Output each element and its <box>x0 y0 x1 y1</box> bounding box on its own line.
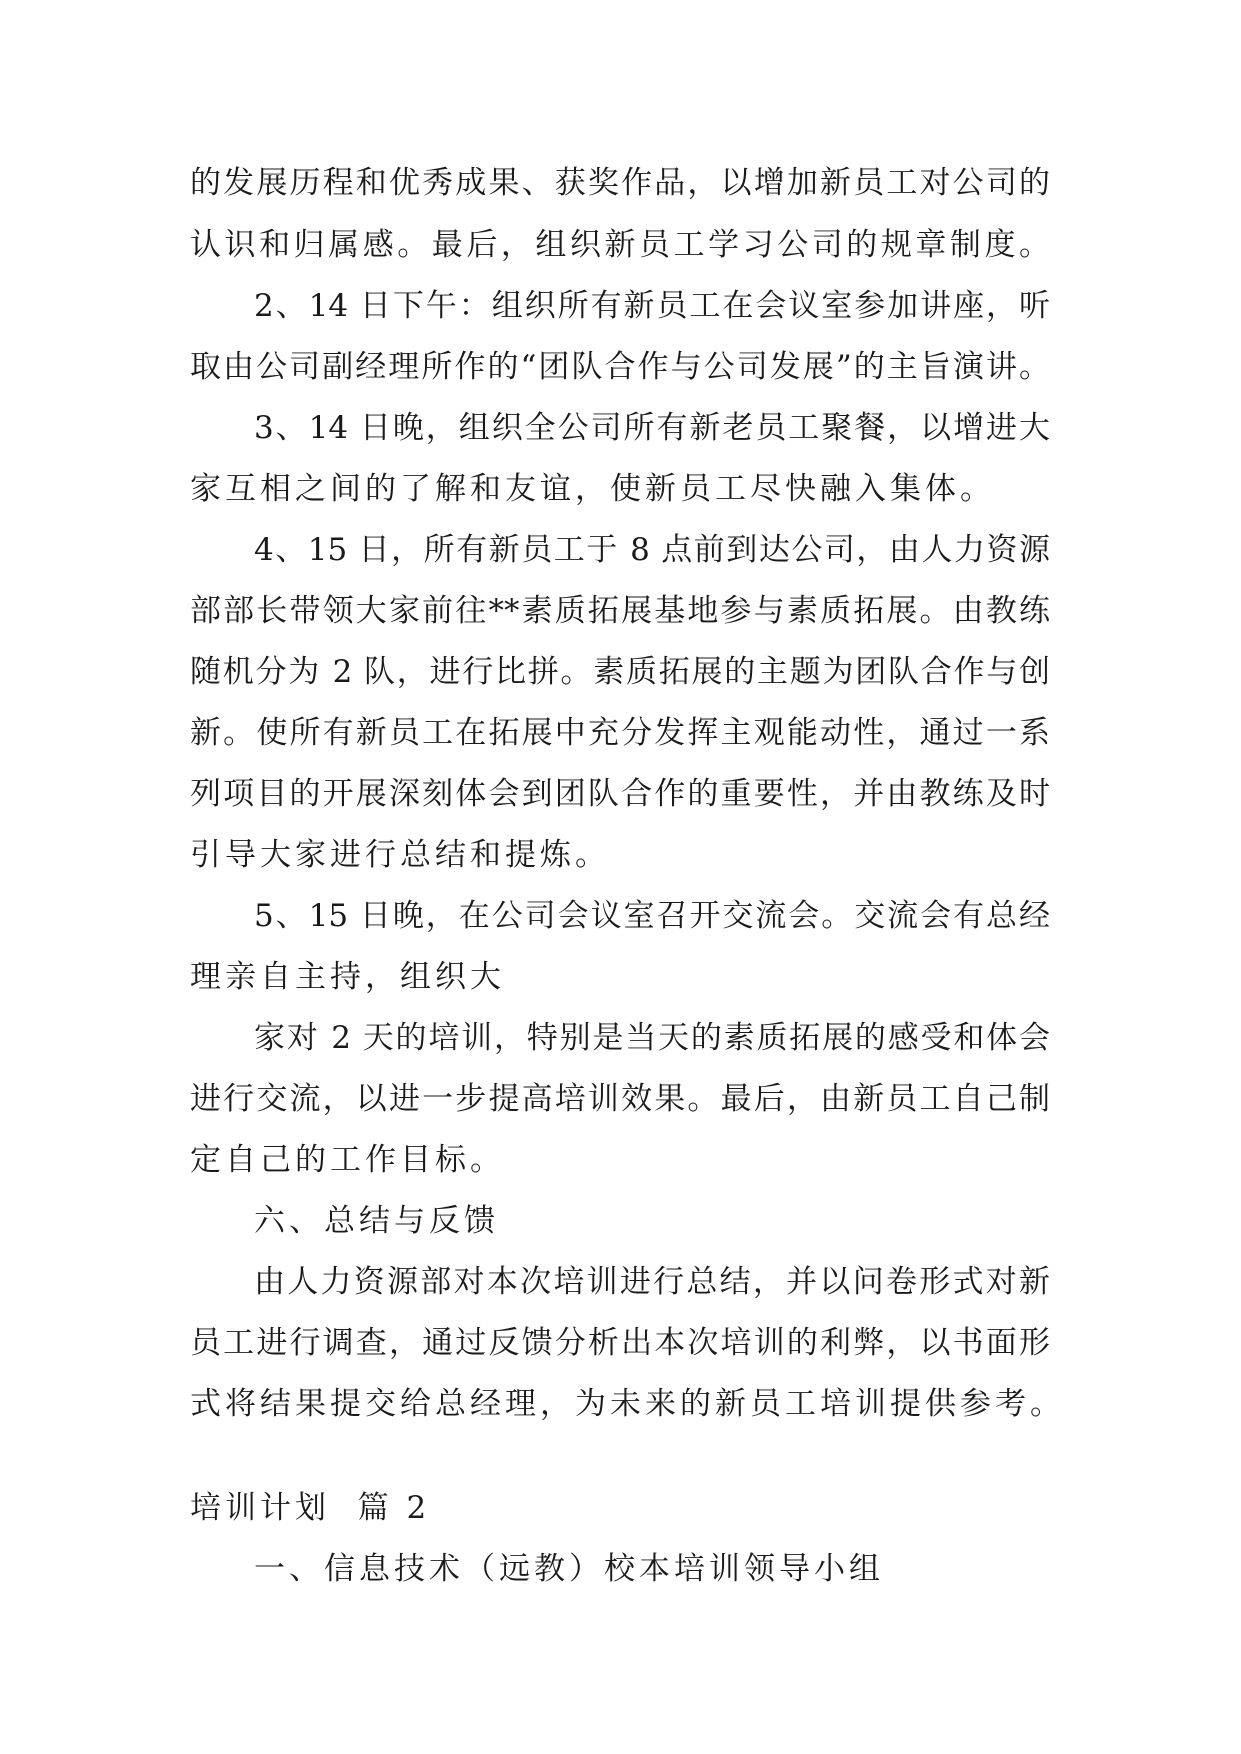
body-line: 部部长带领大家前往**素质拓展基地参与素质拓展。由教练 <box>190 593 1050 629</box>
body-line: 3、14 日晚，组织全公司所有新老员工聚餐，以增进大 <box>254 410 1050 446</box>
body-line: 的发展历程和优秀成果、获奖作品，以增加新员工对公司的 <box>190 165 1050 201</box>
body-line: 理亲自主持，组织大 <box>190 959 505 995</box>
body-line: 式将结果提交给总经理，为未来的新员工培训提供参考。 <box>190 1386 1065 1422</box>
body-line: 2、14 日下午：组织所有新员工在会议室参加讲座，听 <box>254 288 1050 324</box>
plan-heading: 培训计划 篇 2 <box>190 1490 431 1526</box>
body-line: 新。使所有新员工在拓展中充分发挥主观能动性，通过一系 <box>190 715 1050 751</box>
body-line: 员工进行调查，通过反馈分析出本次培训的利弊，以书面形 <box>190 1325 1050 1361</box>
body-line: 随机分为 2 队，进行比拼。素质拓展的主题为团队合作与创 <box>190 654 1050 690</box>
body-line: 4、15 日，所有新员工于 8 点前到达公司，由人力资源 <box>254 532 1050 568</box>
body-line: 5、15 日晚，在公司会议室召开交流会。交流会有总经 <box>254 898 1050 934</box>
body-line: 认识和归属感。最后，组织新员工学习公司的规章制度。 <box>190 227 1050 263</box>
section-heading: 六、总结与反馈 <box>254 1203 499 1239</box>
section-heading: 一、信息技术（远教）校本培训领导小组 <box>254 1551 884 1587</box>
body-line: 引导大家进行总结和提炼。 <box>190 837 610 873</box>
body-line: 取由公司副经理所作的“团队合作与公司发展”的主旨演讲。 <box>190 349 1050 385</box>
body-line: 家互相之间的了解和友谊，使新员工尽快融入集体。 <box>190 471 995 507</box>
body-line: 定自己的工作目标。 <box>190 1142 505 1178</box>
body-line: 列项目的开展深刻体会到团队合作的重要性，并由教练及时 <box>190 776 1050 812</box>
body-line: 由人力资源部对本次培训进行总结，并以问卷形式对新 <box>254 1264 1050 1300</box>
body-line: 进行交流，以进一步提高培训效果。最后，由新员工自己制 <box>190 1081 1050 1117</box>
body-line: 家对 2 天的培训，特别是当天的素质拓展的感受和体会 <box>254 1020 1050 1056</box>
